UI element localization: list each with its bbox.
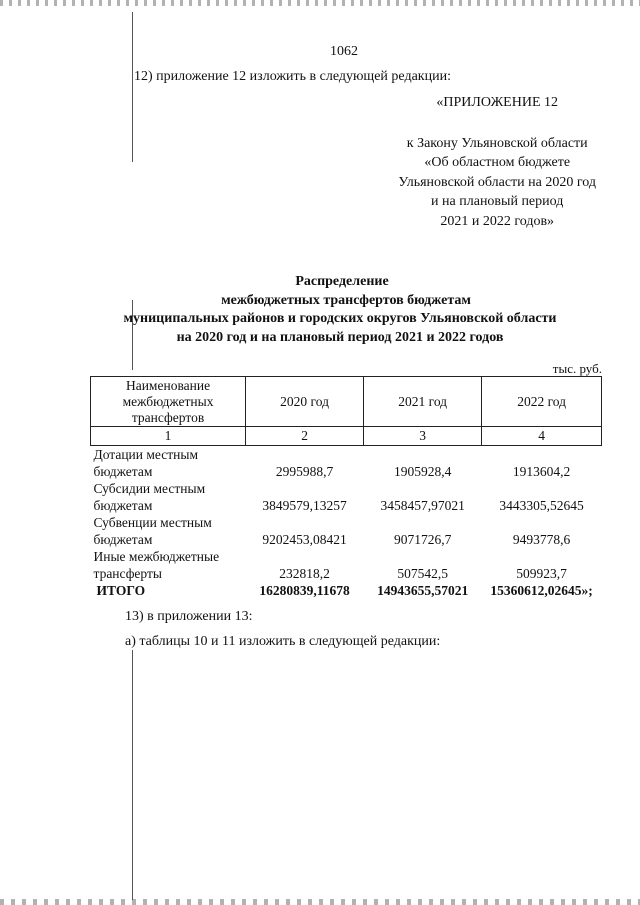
appendix-header: [398, 93, 596, 231]
row-name: Субвенции местным бюджетам: [93, 515, 212, 547]
value-2022: 3443305,52645: [499, 498, 584, 513]
table-row: [91, 480, 602, 514]
appendix-line: Ульяновской области на 2020 год: [398, 174, 596, 190]
column-number: 3: [364, 427, 482, 446]
amendment-13a-paragraph: а) таблицы 10 и 11 изложить в следующей редакции:: [125, 634, 441, 649]
table-total-row: [91, 582, 602, 599]
header-2020: 2020 год: [246, 377, 364, 427]
value-2020: 3849579,13257: [262, 498, 347, 513]
table-row: [91, 446, 602, 481]
row-name: Дотации местным бюджетам: [93, 447, 198, 479]
value-2020: 9202453,08421: [262, 532, 347, 547]
row-name: Иные межбюджетные трансферты: [93, 549, 220, 581]
table-title-line: межбюджетных трансфертов бюджетам: [221, 292, 471, 308]
column-number: 2: [246, 427, 364, 446]
value-2021: 9071726,7: [393, 532, 452, 547]
table-header-row: [91, 377, 602, 427]
total-2022: 15360612,02645»;: [490, 583, 593, 598]
table-title-line: на 2020 год и на плановый период 2021 и 2022 годов: [176, 329, 504, 345]
header-name: Наименование межбюджетных трансфертов: [91, 377, 246, 427]
column-number-row: [91, 427, 602, 446]
header-2022: 2022 год: [482, 377, 602, 427]
units-label: тыс. руб.: [552, 361, 602, 376]
total-2020: 16280839,11678: [259, 583, 350, 598]
appendix-line: 2021 и 2022 годов»: [440, 213, 555, 229]
value-2022: 1913604,2: [512, 464, 571, 479]
value-2020: 2995988,7: [275, 464, 334, 479]
table-title-line: Распределение: [295, 274, 389, 289]
appendix-line: «Об областном бюджете: [424, 155, 571, 170]
scan-artifact-line: [132, 650, 133, 900]
amendment-12-paragraph: 12) приложение 12 изложить в следующей редакции:: [134, 69, 451, 84]
table-row: [91, 548, 602, 582]
header-2021: 2021 год: [364, 377, 482, 427]
column-number: 4: [482, 427, 602, 446]
column-number: 1: [91, 427, 246, 446]
row-name: Субсидии местным бюджетам: [93, 481, 206, 513]
total-label: ИТОГО: [96, 583, 146, 598]
scan-edge-top: [0, 0, 640, 6]
value-2020: 232818,2: [279, 566, 330, 581]
total-2021: 14943655,57021: [377, 583, 469, 598]
table-title-line: муниципальных районов и городских округов Ульяновской области: [123, 311, 557, 326]
value-2021: 1905928,4: [393, 464, 452, 479]
amendment-13-paragraph: 13) в приложении 13:: [125, 609, 253, 624]
table-row: [91, 514, 602, 548]
scan-edge-bottom: [0, 899, 640, 905]
appendix-title: «ПРИЛОЖЕНИЕ 12: [436, 95, 559, 110]
appendix-line: к Закону Ульяновской области: [406, 135, 588, 151]
transfers-table: [90, 376, 602, 599]
value-2022: 509923,7: [516, 566, 567, 581]
scan-artifact-line: [132, 12, 133, 162]
table-title: [0, 273, 640, 347]
value-2022: 9493778,6: [512, 532, 571, 547]
value-2021: 507542,5: [397, 566, 448, 581]
value-2021: 3458457,97021: [380, 498, 465, 513]
page-number: 1062: [330, 44, 358, 59]
appendix-line: и на плановый период: [431, 194, 564, 209]
